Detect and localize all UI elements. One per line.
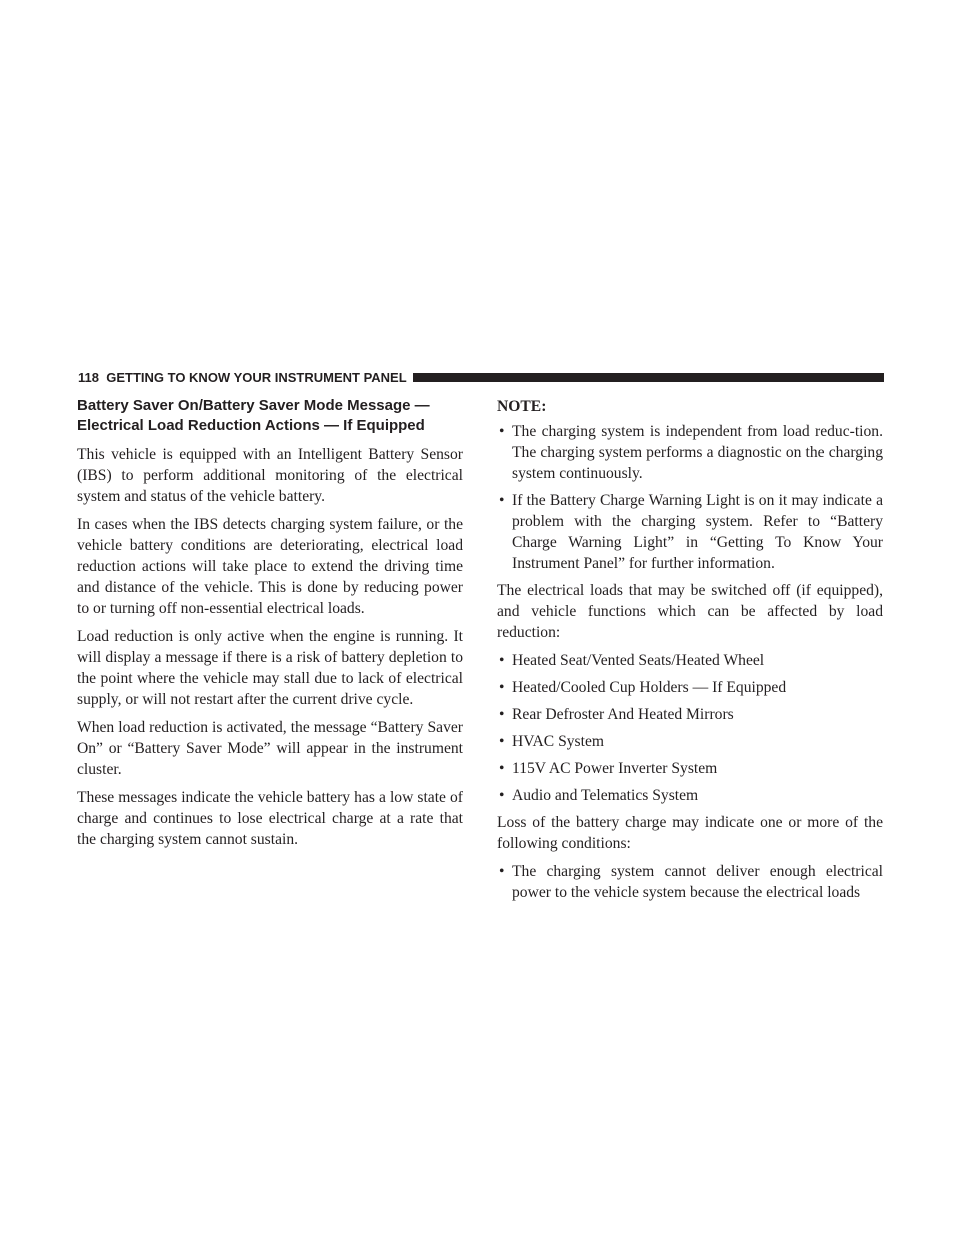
paragraph-load-reduction: Load reduction is only active when the engine is running. It will display a message if there is a risk of battery depletion to the point where the vehicle may stall due to lack of electrical supply, or will not restart after the current drive cycle. xyxy=(77,628,463,708)
list-item-text: Heated/Cooled Cup Holders — If Equipped xyxy=(512,679,787,696)
list-item xyxy=(497,650,883,671)
list-item-text: HVAC System xyxy=(512,733,604,750)
paragraph-failure: In cases when the IBS detects charging system failure, or the vehicle battery conditions are deteriorating, electrical load reduction actions will take place to extend the driving time and distance of the vehicle. This is done by reducing power to or turning off non-essential electrical loads. xyxy=(77,516,463,617)
right-column xyxy=(497,396,883,909)
list-item xyxy=(497,677,883,698)
list-item-text: The charging system is independent from load reduc-tion. The charging system performs a diagnostic on the charging system continuously. xyxy=(512,423,883,482)
list-item-text: If the Battery Charge Warning Light is on it may indicate a problem with the charging system. Refer to “Battery Charge Warning Light” in “Getting To Know Your Instrument Panel” for further information. xyxy=(512,492,883,572)
paragraph-message: When load reduction is activated, the message “Battery Saver On” or “Battery Saver Mode” will appear in the instrument cluster. xyxy=(77,719,463,778)
loads-list xyxy=(497,650,883,806)
list-item-text: The charging system cannot deliver enough electrical power to the vehicle system because the electrical loads xyxy=(512,863,883,901)
page-header xyxy=(78,370,884,386)
list-item xyxy=(497,785,883,806)
bullet-icon: • xyxy=(499,423,505,440)
list-item-text: Rear Defroster And Heated Mirrors xyxy=(512,706,734,723)
bullet-icon: • xyxy=(499,652,505,669)
bullet-icon: • xyxy=(499,863,505,880)
bullet-icon: • xyxy=(499,492,505,509)
paragraph-ibs: This vehicle is equipped with an Intelligent Battery Sensor (IBS) to perform additional monitoring of the electrical system and status of the vehicle battery. xyxy=(77,446,463,505)
bullet-icon: • xyxy=(499,706,505,723)
list-item xyxy=(497,758,883,779)
list-item xyxy=(497,421,883,484)
bullet-icon: • xyxy=(499,679,505,696)
list-item xyxy=(497,731,883,752)
bullet-icon: • xyxy=(499,760,505,777)
list-item xyxy=(497,861,883,903)
bullet-icon: • xyxy=(499,733,505,750)
paragraph-low-charge: These messages indicate the vehicle battery has a low state of charge and continues to lose electrical charge at a rate that the charging system cannot sustain. xyxy=(77,789,463,848)
note-label: NOTE: xyxy=(497,398,547,415)
list-item-text: 115V AC Power Inverter System xyxy=(512,760,718,777)
list-item-text: Heated Seat/Vented Seats/Heated Wheel xyxy=(512,652,765,669)
page-number: 118 xyxy=(78,370,99,385)
note-list xyxy=(497,421,883,574)
left-column xyxy=(77,396,463,857)
paragraph-loads-intro: The electrical loads that may be switched off (if equipped), and vehicle functions which can be affected by load reduction: xyxy=(497,582,883,641)
list-item-text: Audio and Telematics System xyxy=(512,787,699,804)
list-item xyxy=(497,704,883,725)
page-header-text xyxy=(78,370,413,386)
loss-list xyxy=(497,861,883,903)
bullet-icon: • xyxy=(499,787,505,804)
list-item xyxy=(497,490,883,574)
paragraph-loss-intro: Loss of the battery charge may indicate one or more of the following conditions: xyxy=(497,814,883,852)
section-title: GETTING TO KNOW YOUR INSTRUMENT PANEL xyxy=(106,370,407,385)
section-heading: Battery Saver On/Battery Saver Mode Message — Electrical Load Reduction Actions — If Equipped xyxy=(77,397,430,434)
